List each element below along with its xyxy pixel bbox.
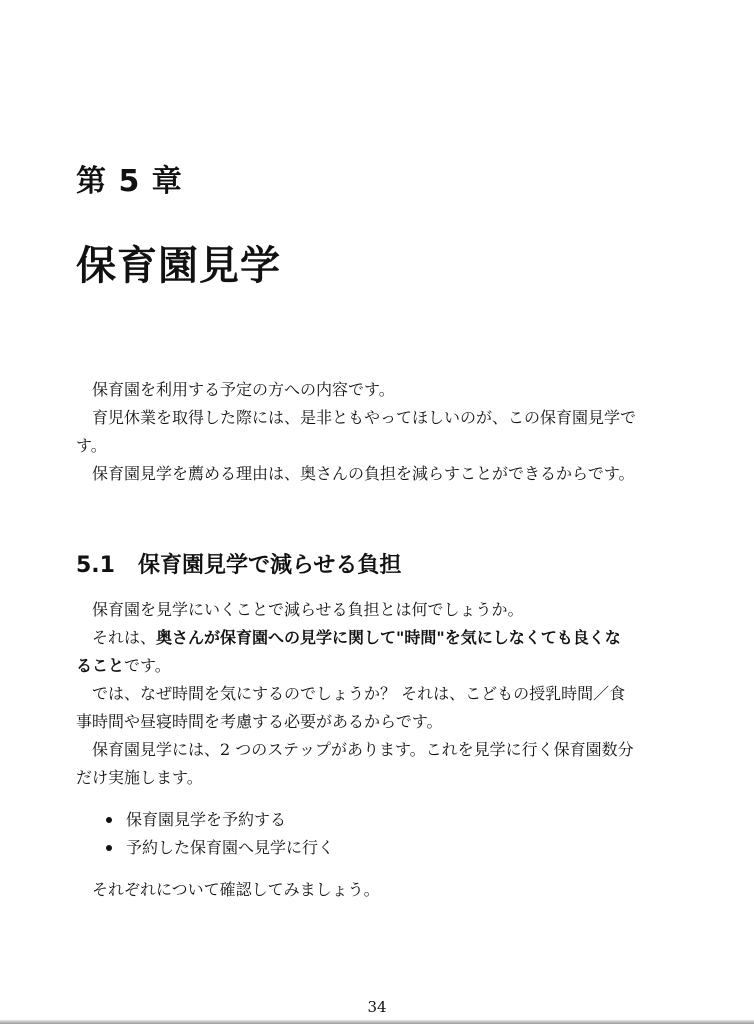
section-paragraph: 保育園を見学にいくことで減らせる負担とは何でしょうか。 bbox=[92, 600, 524, 619]
list-item-text: 予約した保育園へ見学に行く bbox=[126, 838, 335, 857]
section-heading bbox=[76, 546, 401, 586]
intro-paragraph: 育児休業を取得した際には、是非ともやってほしいのが、この保育園見学です。 bbox=[76, 408, 637, 455]
section-title: 保育園見学で減らせる負担 bbox=[138, 553, 402, 578]
intro-paragraph: 保育園見学を薦める理由は、奥さんの負担を減らすことができるからです。 bbox=[92, 464, 635, 483]
section-body bbox=[76, 596, 636, 792]
bullet-icon bbox=[106, 845, 112, 851]
bullet-icon bbox=[106, 817, 112, 823]
section-paragraph: では、なぜ時間を気にするのでしょうか？ それは、こどもの授乳時間／食事時間や昼寝時間を考慮する必要があるからです。 bbox=[76, 684, 626, 731]
list-item bbox=[104, 834, 334, 862]
section-paragraph: 保育園見学には、2 つのステップがあります。これを見学に行く保育園数分だけ実施します。 bbox=[76, 740, 634, 787]
emphasis-suffix: です。 bbox=[124, 656, 171, 675]
list-item-text: 保育園見学を予約する bbox=[126, 810, 287, 829]
section-number: 5.1 bbox=[76, 553, 115, 578]
chapter-label: 第 5 章 bbox=[76, 164, 183, 199]
emphasis-bold-text: 奥さんが保育園への見学に関して"時間"を気にしなくても良くなること bbox=[76, 628, 621, 675]
closing-paragraph: それぞれについて確認してみましょう。 bbox=[92, 880, 380, 899]
step-list bbox=[104, 806, 334, 862]
chapter-title: 保育園見学 bbox=[76, 243, 281, 289]
intro-text bbox=[76, 376, 636, 488]
page-bottom-edge bbox=[0, 1020, 754, 1024]
intro-paragraph: 保育園を利用する予定の方への内容です。 bbox=[92, 380, 395, 399]
page-number: 34 bbox=[367, 998, 387, 1016]
list-item bbox=[104, 806, 334, 834]
section-paragraph-emphasis bbox=[76, 624, 636, 680]
emphasis-prefix: それは、 bbox=[92, 628, 157, 647]
